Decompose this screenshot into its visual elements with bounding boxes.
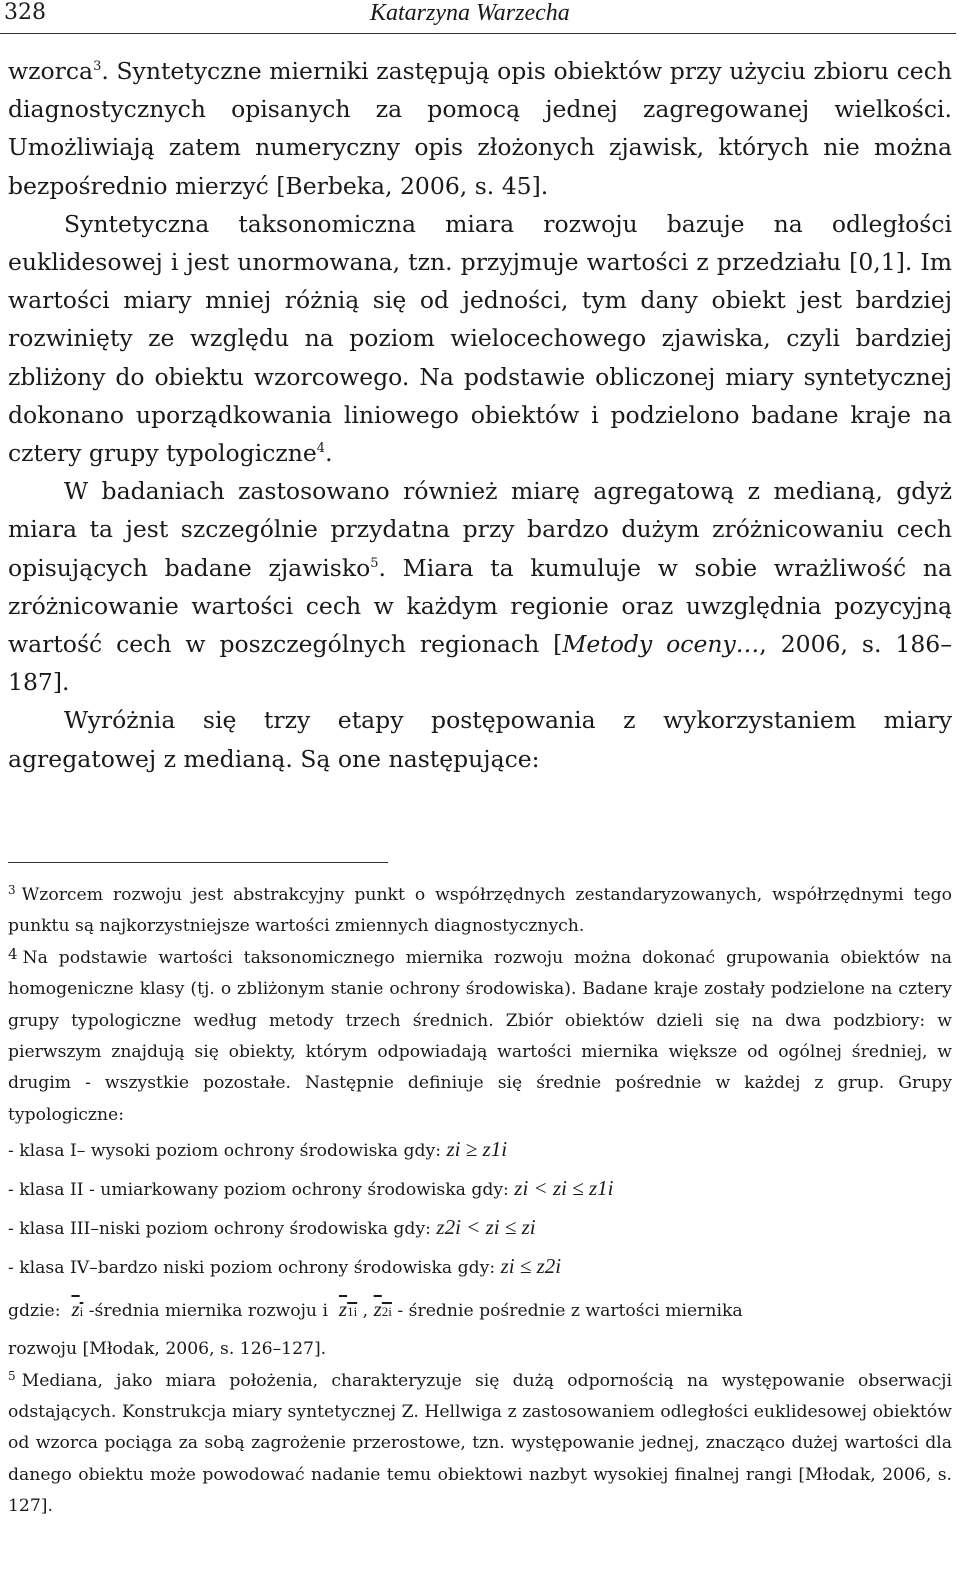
paragraph-1-text-b: . Syntetyczne mierniki zastępują opis obiektów przy użyciu zbioru cech diagnostycznych opisanych za pomocą jednej zagregowanej wielkości. Umożliwiają zatem numeryczny opis złożonych zjawisk, których nie można bezpośrednio mierzyć [Berbeka, 2006, s. 45].: [8, 57, 952, 200]
footnote-3-text: Wzorcem rozwoju jest abstrakcyjny punkt o współrzędnych zestandaryzowanych, współrzędnymi tego punktu są najkorzystniejsze wartości zmiennych diagnostycznych.: [8, 885, 952, 937]
paragraph-3: [8, 472, 952, 701]
footnote-ref-3: 3: [93, 59, 102, 74]
class-2-line: [8, 1170, 952, 1209]
class-1-formula: zi ≥ z1i: [446, 1137, 508, 1162]
paragraph-3-text-c: , 2006, s. 186–187].: [8, 630, 952, 697]
class-3-label: - klasa III–niski poziom ochrony środowiska gdy:: [8, 1219, 431, 1240]
running-head: Katarzyna Warzecha: [370, 0, 570, 26]
paragraph-4: Wyróżnia się trzy etapy postępowania z wykorzystaniem miary agregatowej z medianą. Są one następujące:: [8, 706, 952, 773]
paragraph-3-text-a: W badaniach zastosowano również miarę agregatową z medianą, gdyż miara ta jest szczególnie przydatna przy bardzo dużym zróżnicowaniu cech opisujących badane zjawisko: [8, 477, 952, 582]
class-4-line: [8, 1248, 952, 1287]
footnote-4-tail: rozwoju [Młodak, 2006, s. 126–127].: [8, 1339, 327, 1360]
mean-z1-symbol: z1i: [338, 1297, 358, 1322]
footnote-5-mark: 5: [8, 1368, 16, 1383]
paragraph-1-text-a: wzorca: [8, 57, 94, 85]
footnote-ref-4: 4: [316, 441, 326, 457]
footnote-5-text: Mediana, jako miara położenia, charakteryzuje się dużą odpornością na występowanie obserwacji odstających. Konstrukcja miary syntetycznej Z. Hellwiga z zastosowaniem odległości euklidesowej obiektów od wzorca pociąga za sobą zagrożenie przerostowe, tzn. występowanie jednej, znacząco dużej wartości dla danego obiektu może powodować nadanie temu obiektowi nazbyt wysokiej finalnej rangi [Młodak, 2006, s. 127].: [8, 1370, 952, 1517]
paragraph-1: [8, 52, 952, 205]
footnote-5: [8, 1366, 952, 1523]
footnote-4-mark: 4: [8, 944, 18, 963]
class-2-formula: zi < zi ≤ z1i: [514, 1176, 614, 1201]
header-rule: [0, 33, 956, 34]
paragraph-3-text-b: . Miara ta kumuluje w sobie wrażliwość na zróżnicowanie wartości cech w każdym regionie oraz uwzględnia pozycyjną wartość cech w poszczególnych regionach [: [8, 553, 952, 659]
footnote-ref-5: 5: [370, 555, 379, 571]
class-4-label: - klasa IV–bardzo niski poziom ochrony środowiska gdy:: [8, 1258, 496, 1279]
paragraph-2-text-a: Syntetyczna taksonomiczna miara rozwoju bazuje na odległości euklidesowej i jest unormowana, tzn. przyjmuje wartości z przedziału [0,1]. Im wartości miary mniej różnią się od jedności, tym dany obiekt jest bardziej rozwinięty ze względu na poziom wielocechowego zjawiska, czyli bardziej zbliżony do obiektu wzorcowego. Na podstawie obliczonej miary syntetycznej dokonano uporządkowania liniowego obiektów i podzielono badane kraje na cztery grupy typologiczne: [8, 209, 952, 468]
footnote-3: [8, 880, 952, 943]
footnote-4-where: gdzie: zi -średnia miernika rozwoju i z1i , z2i - średnie pośrednie z wartości miernika: [8, 1297, 743, 1322]
class-3-line: [8, 1209, 952, 1248]
footnote-4: [8, 943, 952, 1131]
paragraph-2-text-b: .: [325, 439, 333, 468]
class-4-formula: zi ≤ z2i: [500, 1254, 562, 1279]
class-2-label: - klasa II - umiarkowany poziom ochrony środowiska gdy:: [8, 1180, 509, 1201]
mean-z2-symbol: z2i: [373, 1297, 392, 1322]
mean-symbol: zi: [71, 1297, 84, 1322]
page-header: [0, 0, 960, 40]
footnote-3-mark: 3: [8, 883, 16, 897]
footnotes: [8, 880, 952, 1523]
page-number: 328: [4, 0, 46, 25]
main-text: [8, 52, 952, 778]
where-inter-text: - średnie pośrednie z wartości miernika: [397, 1301, 743, 1322]
paragraph-2: [8, 205, 952, 472]
footnote-rule: [8, 862, 388, 863]
class-1-line: [8, 1131, 952, 1170]
class-3-formula: z2i < zi ≤ zi: [436, 1215, 536, 1240]
citation-title: Metody oceny…: [562, 630, 760, 659]
class-1-label: - klasa I– wysoki poziom ochrony środowiska gdy:: [8, 1141, 442, 1162]
where-mean-text: -średnia miernika rozwoju i: [88, 1301, 328, 1322]
where-label: gdzie:: [8, 1301, 61, 1322]
footnote-4-text: Na podstawie wartości taksonomicznego miernika rozwoju można dokonać grupowania obiektów na homogeniczne klasy (tj. o zbliżonym stanie ochrony środowiska). Badane kraje zostały podzielone na cztery grupy typologiczne według metody trzech średnich. Zbiór obiektów dzieli się na dwa podzbiory: w pierwszym znajdują się obiekty, którym odpowiadają wartości miernika większe od ogólnej średniej, w drugim - wszystkie pozostałe. Następnie definiuje się średnie pośrednie w każdej z grup. Grupy typologiczne:: [8, 947, 952, 1125]
